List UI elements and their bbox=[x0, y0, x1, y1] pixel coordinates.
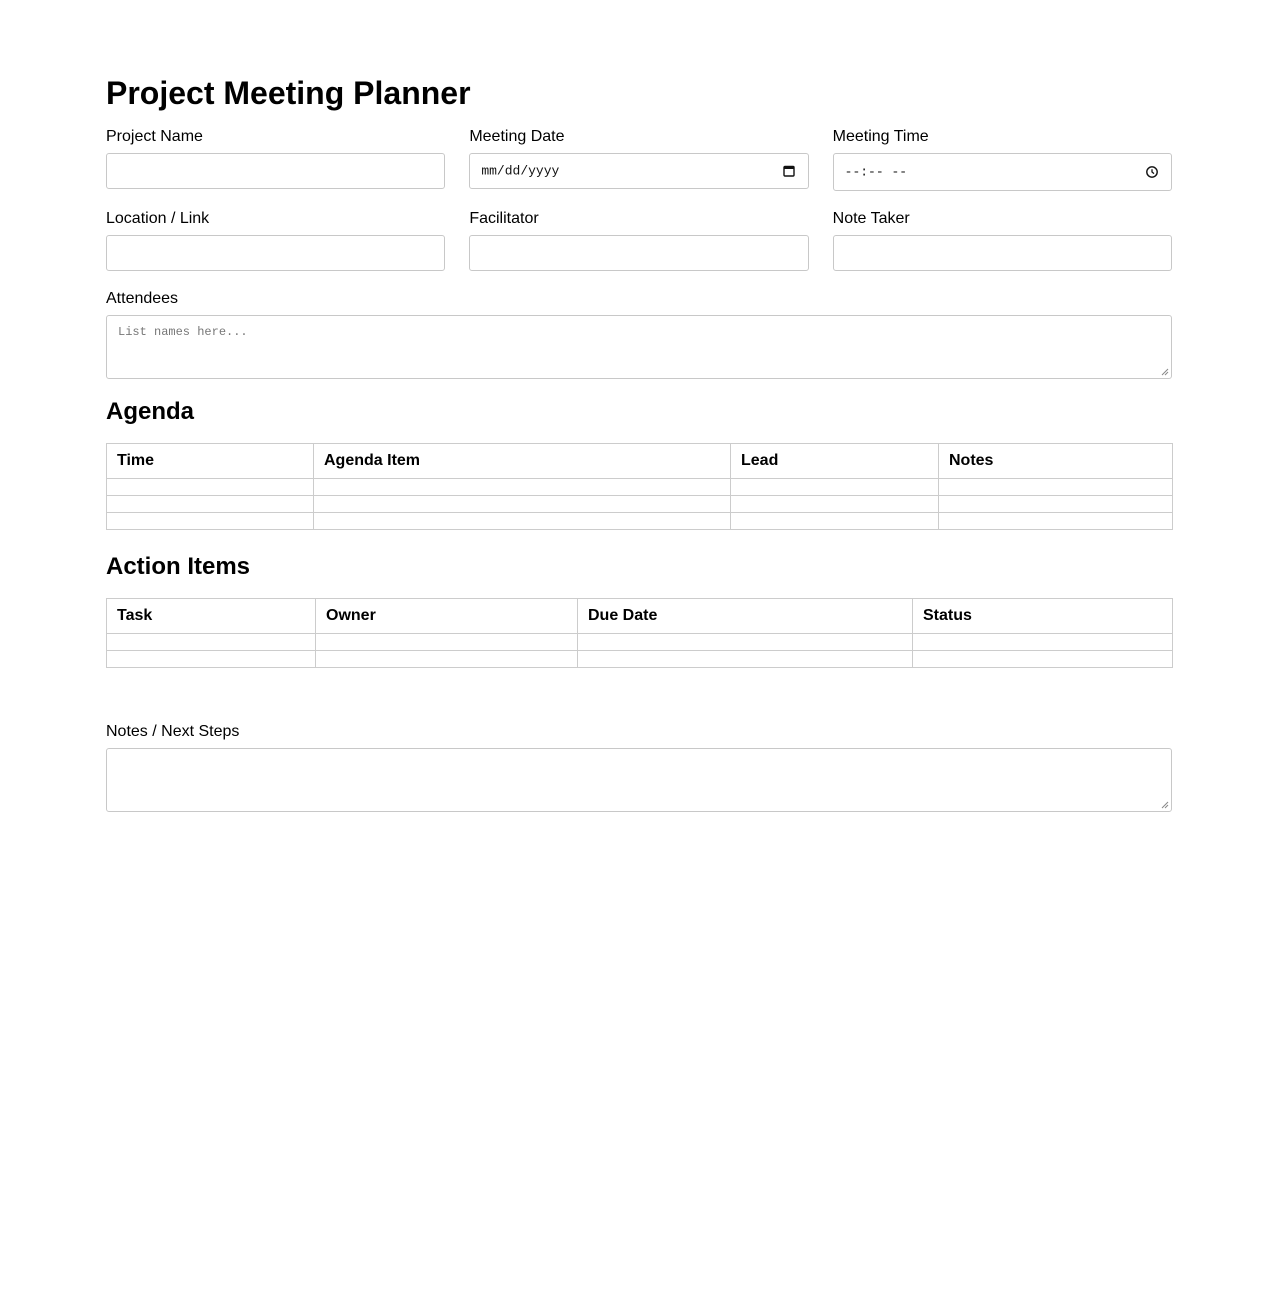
action-items-heading: Action Items bbox=[106, 553, 251, 580]
meeting-time-field bbox=[833, 127, 1172, 191]
note-taker-field bbox=[833, 209, 1172, 271]
attendees-label: Attendees bbox=[106, 290, 179, 307]
meeting-date-field bbox=[469, 127, 808, 191]
agenda-cell[interactable] bbox=[731, 479, 939, 496]
attendees-placeholder: List names here... bbox=[118, 325, 248, 339]
facilitator-field bbox=[469, 209, 808, 271]
agenda-cell[interactable] bbox=[107, 479, 314, 496]
meeting-date-input[interactable] bbox=[469, 153, 808, 189]
meeting-date-label: Meeting Date bbox=[469, 128, 565, 145]
agenda-table bbox=[106, 443, 1173, 530]
action-cell[interactable] bbox=[913, 651, 1173, 668]
facilitator-input[interactable] bbox=[469, 235, 808, 271]
note-taker-label: Note Taker bbox=[832, 210, 910, 227]
action-col-owner: Owner bbox=[316, 599, 578, 634]
location-label: Location / Link bbox=[106, 210, 210, 227]
action-cell[interactable] bbox=[316, 651, 578, 668]
agenda-cell[interactable] bbox=[939, 479, 1173, 496]
project-name-label: Project Name bbox=[106, 128, 203, 145]
table-row bbox=[107, 513, 1173, 530]
meeting-time-input[interactable] bbox=[833, 153, 1172, 191]
agenda-heading: Agenda bbox=[106, 398, 195, 425]
agenda-col-item: Agenda Item bbox=[314, 444, 731, 479]
agenda-cell[interactable] bbox=[107, 513, 314, 530]
agenda-cell[interactable] bbox=[314, 496, 731, 513]
action-cell[interactable] bbox=[578, 634, 913, 651]
table-row bbox=[107, 651, 1173, 668]
agenda-cell[interactable] bbox=[939, 496, 1173, 513]
meeting-time-placeholder: --:-- -- bbox=[844, 164, 908, 180]
meeting-date-placeholder: mm/dd/yyyy bbox=[481, 163, 560, 179]
action-col-task: Task bbox=[107, 599, 316, 634]
action-cell[interactable] bbox=[107, 634, 316, 651]
action-items-table bbox=[106, 598, 1173, 668]
notes-field bbox=[106, 722, 1172, 812]
agenda-header-row bbox=[107, 444, 1173, 479]
action-cell[interactable] bbox=[578, 651, 913, 668]
agenda-cell[interactable] bbox=[731, 513, 939, 530]
page-title: Project Meeting Planner bbox=[106, 75, 471, 111]
resize-handle-icon[interactable] bbox=[1161, 801, 1169, 809]
project-name-field bbox=[106, 127, 445, 191]
location-input[interactable] bbox=[106, 235, 445, 271]
resize-handle-icon[interactable] bbox=[1161, 368, 1169, 376]
table-row bbox=[107, 634, 1173, 651]
facilitator-label: Facilitator bbox=[469, 210, 539, 227]
table-row bbox=[107, 496, 1173, 513]
notes-label: Notes / Next Steps bbox=[106, 723, 240, 740]
notes-textarea[interactable] bbox=[106, 748, 1172, 812]
agenda-cell[interactable] bbox=[939, 513, 1173, 530]
clock-icon[interactable] bbox=[1145, 165, 1159, 179]
agenda-cell[interactable] bbox=[314, 479, 731, 496]
meeting-time-label: Meeting Time bbox=[832, 128, 929, 145]
meeting-details-row-2 bbox=[106, 209, 1172, 271]
agenda-col-notes: Notes bbox=[939, 444, 1173, 479]
action-cell[interactable] bbox=[107, 651, 316, 668]
attendees-field bbox=[106, 289, 1172, 379]
note-taker-input[interactable] bbox=[833, 235, 1172, 271]
action-cell[interactable] bbox=[913, 634, 1173, 651]
project-name-input[interactable] bbox=[106, 153, 445, 189]
agenda-col-lead: Lead bbox=[731, 444, 939, 479]
action-cell[interactable] bbox=[316, 634, 578, 651]
agenda-cell[interactable] bbox=[731, 496, 939, 513]
agenda-col-time: Time bbox=[107, 444, 314, 479]
agenda-cell[interactable] bbox=[107, 496, 314, 513]
table-row bbox=[107, 479, 1173, 496]
location-field bbox=[106, 209, 445, 271]
action-col-status: Status bbox=[913, 599, 1173, 634]
action-items-header-row bbox=[107, 599, 1173, 634]
action-col-due-date: Due Date bbox=[578, 599, 913, 634]
calendar-icon[interactable] bbox=[782, 164, 796, 178]
meeting-details-row-1 bbox=[106, 127, 1172, 191]
attendees-textarea[interactable] bbox=[106, 315, 1172, 379]
agenda-cell[interactable] bbox=[314, 513, 731, 530]
